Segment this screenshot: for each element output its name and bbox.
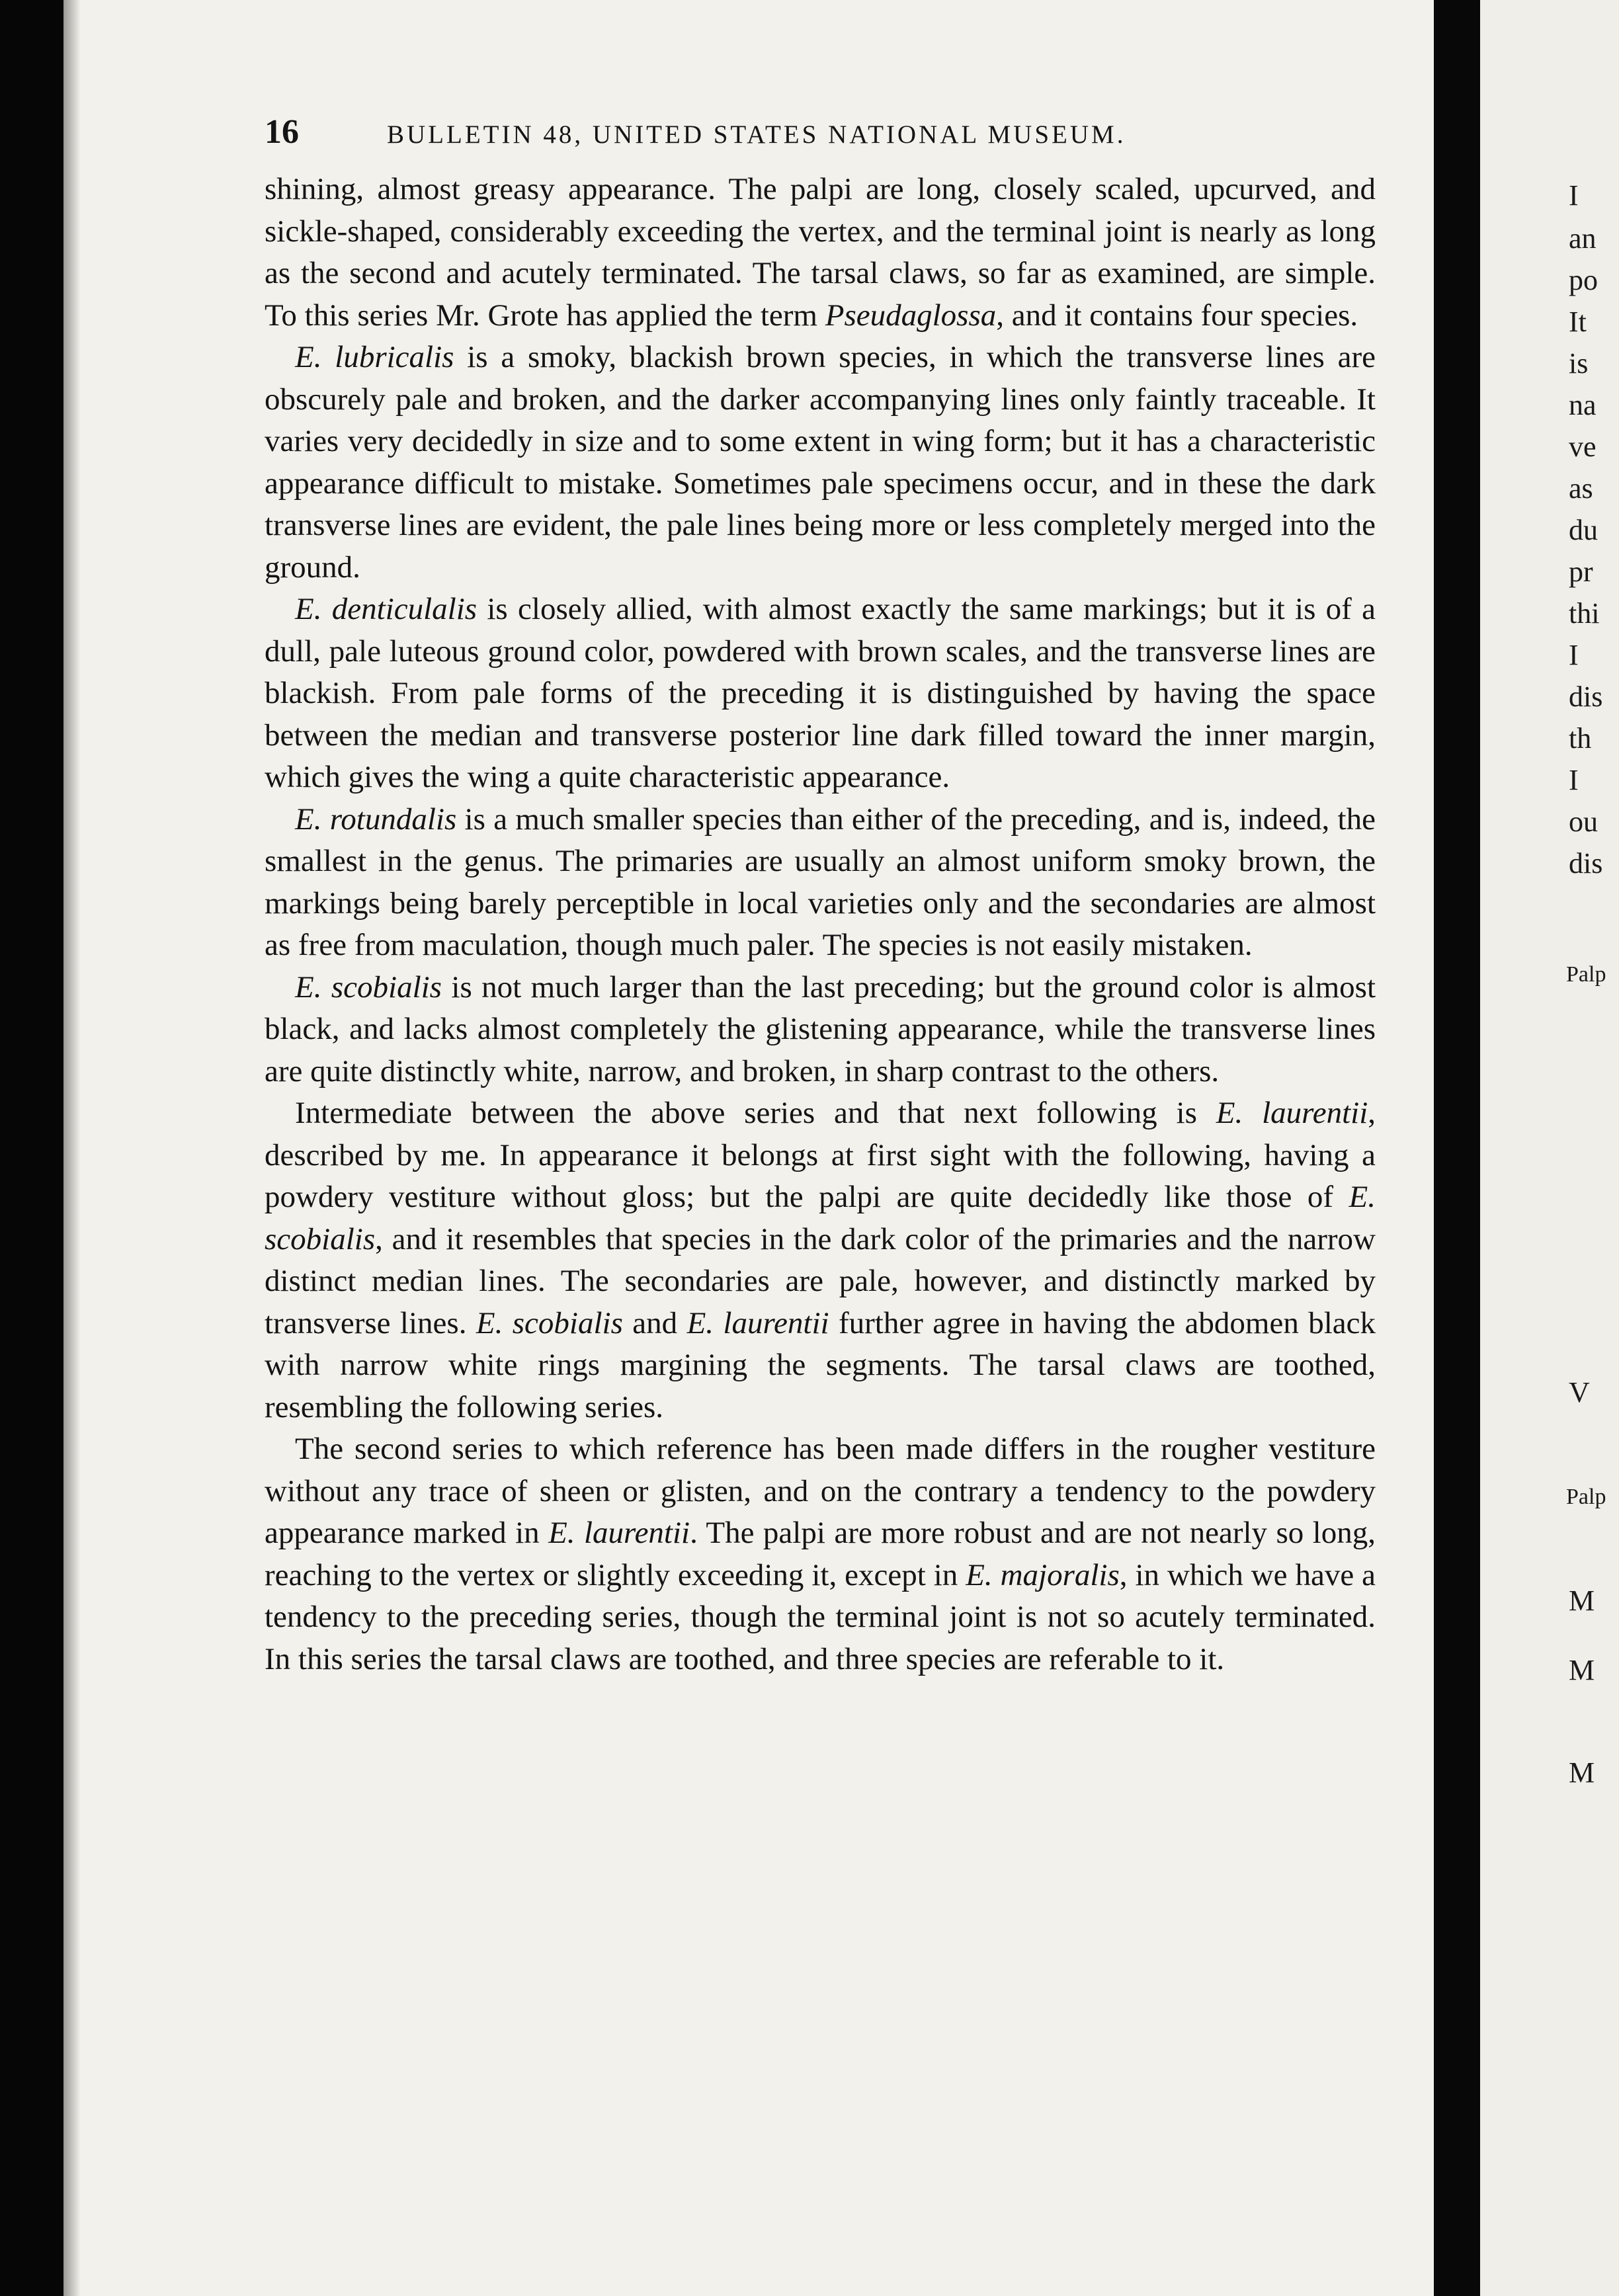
- right-fragment: It: [1569, 306, 1587, 338]
- paragraph-text: , and it contains four species.: [996, 298, 1358, 333]
- right-fragment: I: [1569, 179, 1579, 212]
- species-name: E. scobialis: [476, 1305, 623, 1340]
- paragraph-pseudaglossa: [265, 169, 1376, 337]
- genus-term: Pseudaglossa: [825, 298, 997, 333]
- right-page: [1480, 0, 1619, 2296]
- right-fragment: ou: [1569, 805, 1598, 838]
- spine-shadow: [63, 0, 81, 2296]
- species-name: E. majoralis: [966, 1557, 1120, 1592]
- paragraph-text: shining, almost greasy appearance. The palpi are long, closely scaled, upcurved, and sickle-shaped, considerably exceeding the vertex, and the terminal joint is nearly as long as the second and acutely terminated. The tarsal claws, so far as examined, are simple. To this series Mr. Grote has applied the term: [265, 172, 1376, 333]
- paragraph-laurentii: [265, 1092, 1376, 1428]
- right-fragment: M: [1569, 1756, 1595, 1789]
- paragraph-text: further agree in having the abdomen black with narrow white rings margining the segments. The tarsal claws are toothed, resembling the following series.: [265, 1305, 1376, 1424]
- species-name: E. scobialis: [265, 1180, 1376, 1256]
- running-head: [265, 112, 1376, 151]
- right-fragment: an: [1569, 222, 1597, 255]
- right-fragment: M: [1569, 1654, 1595, 1686]
- paragraph-text: is closely allied, with almost exactly the same markings; but it is of a dull, pale luteous ground color, powdered with brown scales, and the transverse lines are blackish. From pale forms of the preceding it is distinguished by having the space between the median and transverse posterior line dark filled toward the inner margin, which gives the wing a quite characteristic appearance.: [265, 592, 1376, 794]
- paragraph-lubricalis: [265, 337, 1376, 589]
- species-name: E. lubricalis: [295, 340, 454, 374]
- right-fragment: is: [1569, 347, 1589, 380]
- paragraph-text: . The palpi are more robust and are not nearly so long, reaching to the vertex or slightly exceeding it, except in: [265, 1516, 1376, 1592]
- right-fragment: as: [1569, 472, 1593, 505]
- right-page-text-fragments: [1480, 0, 1619, 2296]
- right-fragment: th: [1569, 722, 1592, 755]
- right-fragment: Palp: [1566, 1485, 1606, 1509]
- paragraph-scobialis: [265, 967, 1376, 1093]
- paragraph-text: is not much larger than the last preceding; but the ground color is almost black, and lacks almost completely the glistening appearance, while the transverse lines are quite distinctly white, narrow, and broken, in sharp contrast to the others.: [265, 969, 1376, 1088]
- right-fragment: du: [1569, 514, 1598, 546]
- right-fragment: thi: [1569, 597, 1600, 630]
- right-fragment: V: [1569, 1376, 1590, 1409]
- paragraph-text: The second series to which reference has been made differs in the rougher vestiture without any trace of sheen or glisten, and on the contrary a tendency to the powdery appearance marked in: [265, 1432, 1376, 1550]
- bulletin-title: BULLETIN 48, UNITED STATES NATIONAL MUSEUM.: [387, 120, 1126, 149]
- paragraph-text: , in which we have a tendency to the preceding series, though the terminal joint is not so acutely terminated. In this series the tarsal claws are toothed, and three species are referable to it.: [265, 1557, 1376, 1676]
- paragraph-text: , described by me. In appearance it belongs at first sight with the following, having a powdery vestiture without gloss; but the palpi are quite decidedly like those of: [265, 1096, 1376, 1214]
- paragraph-text: is a smoky, blackish brown species, in which the transverse lines are obscurely pale and broken, and the darker accompanying lines only faintly traceable. It varies very decidedly in size and to some extent in wing form; but it has a characteristic appearance difficult to mistake. Sometimes pale specimens occur, and in these the dark transverse lines are evident, the pale lines being more or less completely merged into the ground.: [265, 340, 1376, 585]
- paragraph-text: Intermediate between the above series and that next following is: [295, 1096, 1216, 1130]
- species-name: E. laurentii: [1216, 1096, 1368, 1130]
- paragraph-rotundalis: [265, 799, 1376, 967]
- right-fragment: pr: [1569, 555, 1593, 588]
- right-fragment: po: [1569, 264, 1598, 296]
- paragraph-text: , and it resembles that species in the dark color of the primaries and the narrow distinct median lines. The secondaries are pale, however, and distinctly marked by transverse lines.: [265, 1221, 1376, 1340]
- right-fragment: dis: [1569, 847, 1603, 880]
- paragraph-text: is a much smaller species than either of the preceding, and is, indeed, the smallest in the genus. The primaries are usually an almost uniform smoky brown, the markings being barely perceptible in local varieties only and the secondaries are almost as free from maculation, though much paler. The species is not easily mistaken.: [265, 801, 1376, 962]
- species-name: E. laurentii: [548, 1516, 690, 1550]
- right-fragment: I: [1569, 639, 1579, 671]
- species-name: E. laurentii: [686, 1305, 829, 1340]
- book-gutter: [1434, 0, 1480, 2296]
- paragraph-text: and: [622, 1305, 687, 1340]
- page-number: 16: [265, 113, 299, 151]
- paragraph-second-series: [265, 1428, 1376, 1680]
- right-fragment: dis: [1569, 680, 1603, 713]
- species-name: E. rotundalis: [295, 801, 457, 837]
- paragraph-denticulalis: [265, 589, 1376, 799]
- right-fragment: Palp: [1566, 962, 1606, 987]
- page-content: [265, 112, 1376, 1680]
- species-name: E. scobialis: [295, 969, 442, 1004]
- right-fragment: I: [1569, 764, 1579, 796]
- right-fragment: ve: [1569, 430, 1597, 463]
- right-fragment: na: [1569, 389, 1597, 421]
- right-fragment: M: [1569, 1584, 1595, 1617]
- species-name: E. denticulalis: [295, 592, 477, 626]
